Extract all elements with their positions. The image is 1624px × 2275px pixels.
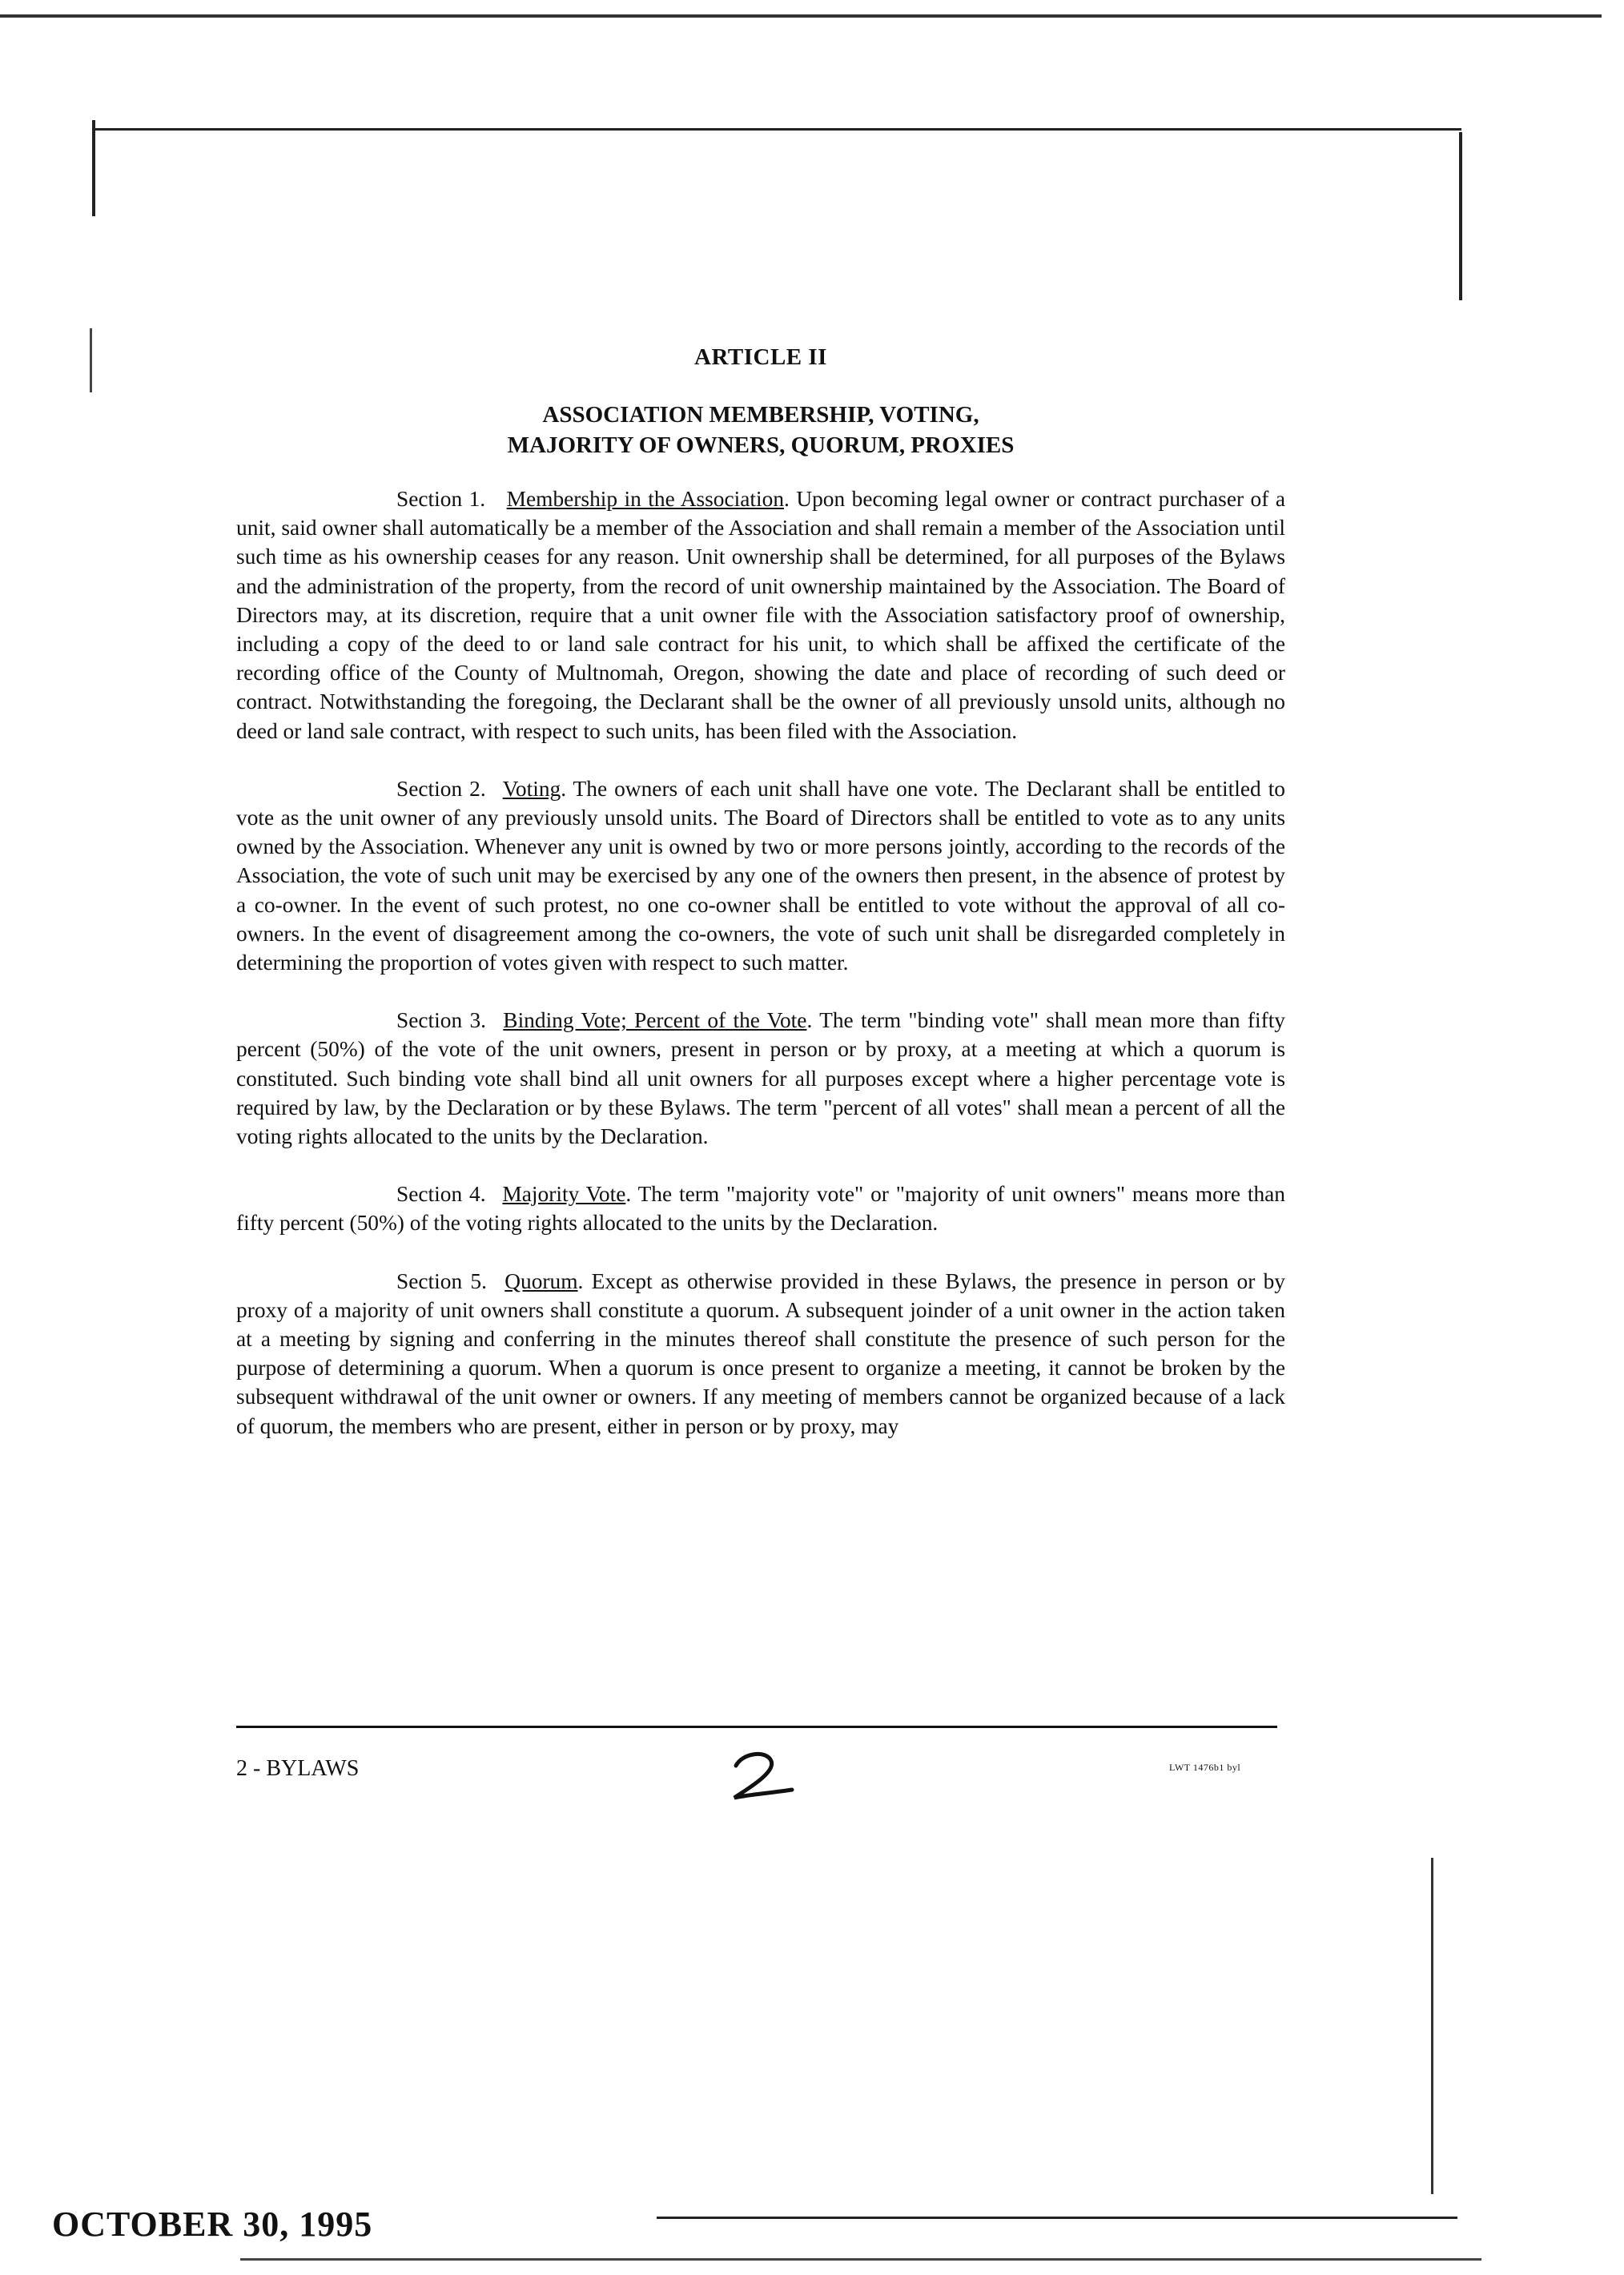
article-title: ARTICLE II (694, 344, 827, 370)
date-stamp: OCTOBER 30, 1995 (52, 2205, 373, 2244)
section-label: Section 2. (396, 776, 486, 801)
section-body: . The term "binding vote" shall mean more than fifty percent (50%) of the vote of the unit owners, present in person or by proxy, at a meeting at which a quorum is constituted. Such binding vote shall bind all unit owners for all purposes except where a higher percentage vote is required by law, by the Declaration or by these Bylaws. The term "percent of all votes" shall mean a percent of all the voting rights allocated to the units by the Declaration. (236, 1008, 1285, 1149)
section-label: Section 3. (396, 1008, 486, 1033)
scan-frame-right-lower (1431, 1858, 1433, 2194)
section-4 (236, 1180, 1285, 1237)
section-label: Section 4. (396, 1182, 486, 1207)
section-heading: Quorum (504, 1268, 578, 1293)
section-label: Section 5. (396, 1268, 487, 1293)
article-subtitle-line1: ASSOCIATION MEMBERSHIP, VOTING, (542, 402, 979, 428)
footer-rule (236, 1726, 1277, 1728)
section-label: Section 1. (396, 487, 486, 511)
document-page (236, 344, 1285, 1469)
article-subtitle (236, 400, 1285, 460)
section-body: . The term "majority vote" or "majority of unit owners" means more than fifty percent (50%) of the voting rights allocated to the units by the Declaration. (236, 1182, 1285, 1236)
scan-frame-left-lower (90, 328, 92, 392)
handwritten-page-number (725, 1748, 797, 1808)
scan-frame-left (92, 120, 95, 216)
scan-frame-right (1459, 132, 1462, 300)
section-2 (236, 774, 1285, 977)
section-5 (236, 1267, 1285, 1441)
scan-frame-bottom (657, 2217, 1457, 2219)
scan-edge-top (0, 14, 1602, 18)
handwritten-two-mark (725, 1748, 797, 1804)
section-1 (236, 484, 1285, 746)
section-3 (236, 1006, 1285, 1151)
section-body: . The owners of each unit shall have one vote. The Declarant shall be entitled to vote as the unit owner of any previously unsold units. The Board of Directors shall be entitled to vote as to any units owned by the Association. Whenever any unit is owned by two or more persons jointly, according to the records of the Association, the vote of such unit may be exercised by any one of the owners then present, in the absence of protest by a co-owner. In the event of such protest, no one co-owner shall be entitled to vote without the approval of all co-owners. In the event of disagreement among the co-owners, the vote of such unit shall be disregarded completely in determining the proportion of votes given with respect to such matter. (236, 776, 1285, 975)
section-heading: Binding Vote; Percent of the Vote (503, 1008, 807, 1033)
section-body: . Except as otherwise provided in these Bylaws, the presence in person or by proxy of a majority of unit owners shall constitute a quorum. A subsequent joinder of a unit owner in the action taken at a meeting by signing and conferring in the minutes thereof shall constitute the presence of such person for the purpose of determining a quorum. When a quorum is once present to organize a meeting, it cannot be broken by the subsequent withdrawal of the unit owner or owners. If any meeting of members cannot be organized because of a lack of quorum, the members who are present, either in person or by proxy, may (236, 1268, 1285, 1438)
document-code: LWT 1476b1 byl (1169, 1762, 1241, 1773)
section-heading: Majority Vote (502, 1182, 626, 1207)
section-body: . Upon becoming legal owner or contract purchaser of a unit, said owner shall automatically be a member of the Association and shall remain a member of the Association until such time as his ownership ceases for any reason. Unit ownership shall be determined, for all purposes of the Bylaws and the administration of the property, from the record of unit ownership maintained by the Association. The Board of Directors may, at its discretion, require that a unit owner file with the Association satisfactory proof of ownership, including a copy of the deed to or land sale contract for his unit, to which shall be affixed the certificate of the recording office of the County of Multnomah, Oregon, showing the date and place of recording of such deed or contract. Notwithstanding the foregoing, the Declarant shall be the owner of all previously unsold units, although no deed or land sale contract, with respect to such units, has been filed with the Association. (236, 487, 1285, 743)
scan-frame-top (92, 128, 1461, 131)
article-subtitle-line2: MAJORITY OF OWNERS, QUORUM, PROXIES (507, 432, 1015, 458)
footer-page-label: 2 - BYLAWS (236, 1756, 360, 1781)
section-heading: Voting (502, 776, 561, 801)
scan-edge-bottom (240, 2258, 1481, 2261)
section-heading: Membership in the Association (506, 487, 785, 511)
